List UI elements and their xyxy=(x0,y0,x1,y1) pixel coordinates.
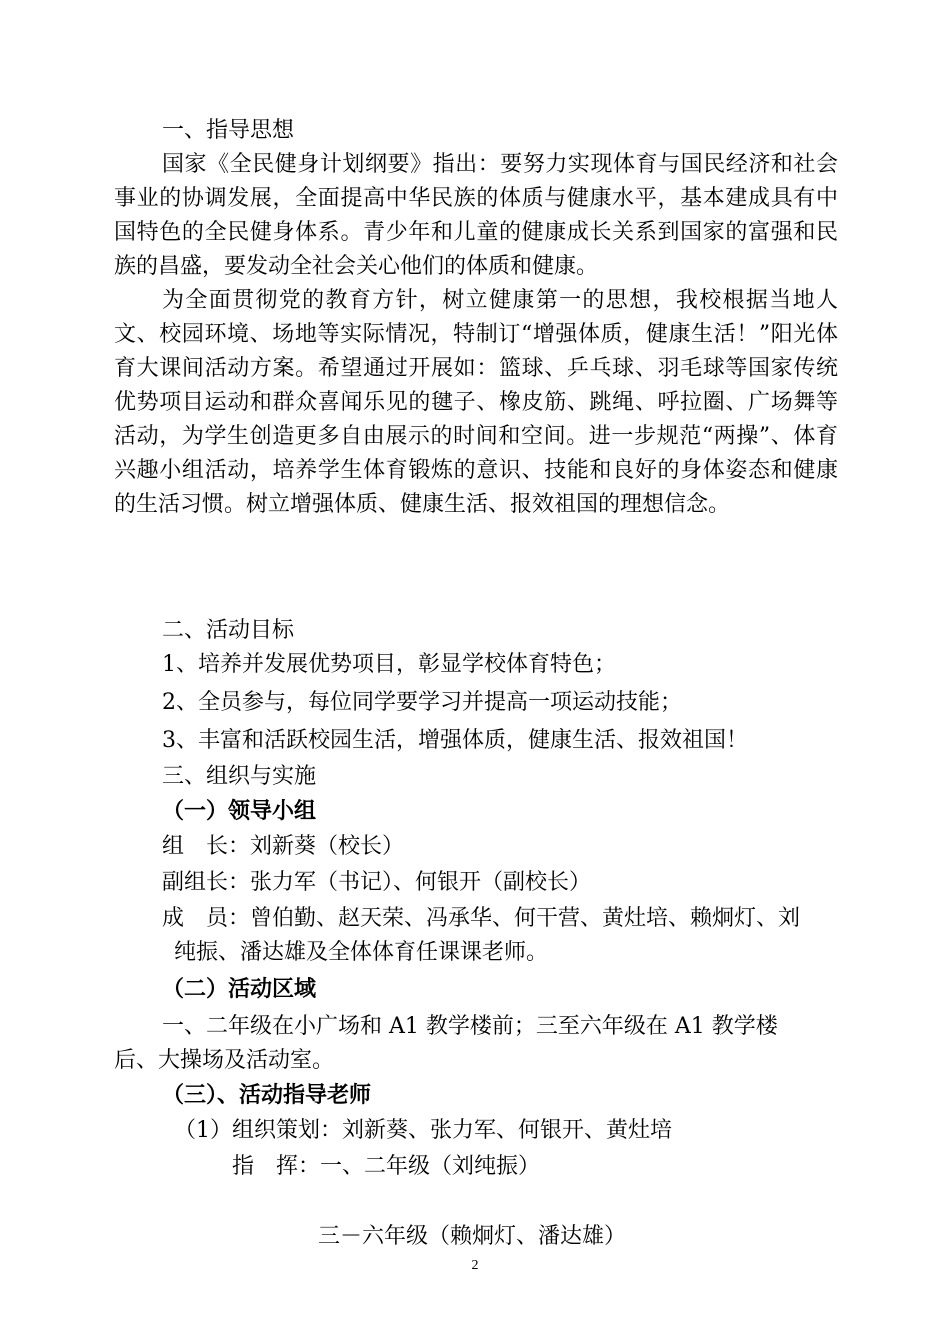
deputy-leader-line: 副组长：张力军（书记）、何银开（副校长） xyxy=(162,870,592,895)
area-line-2: 后、大操场及活动室。 xyxy=(114,1048,335,1073)
paragraph-school-plan: 为全面贯彻党的教育方针，树立健康第一的思想，我校根据当地人文、校园环境、场地等实际情况，特制订“增强体质，健康生活！”阳光体育大课间活动方案。希望通过开展如：篮球、乒乓球、羽毛球等国家传统优势项目运动和群众喜闻乐见的毽子、橡皮筋、跳绳、呼拉圈、广场舞等活动，为学生创造更多自由展示的时间和空间。进一步规范“两操”、体育兴趣小组活动，培养学生体育锻炼的意识、技能和良好的身体姿态和健康的生活习惯。树立增强体质、健康生活、报效祖国的理想信念。 xyxy=(114,288,838,517)
goal-item-3: 3、丰富和活跃校园生活，增强体质，健康生活、报效祖国！ xyxy=(162,728,748,753)
paragraph-national-plan: 国家《全民健身计划纲要》指出：要努力实现体育与国民经济和社会事业的协调发展，全面提高中华民族的体质与健康水平，基本建成具有中国特色的全民健身体系。青少年和儿童的健康成长关系到国家的富强和民族的昌盛，要发动全社会关心他们的体质和健康。 xyxy=(114,152,838,279)
subheading-leadership-group: （一）领导小组 xyxy=(162,798,317,824)
subheading-activity-area: （二）活动区域 xyxy=(162,976,317,1002)
members-line-1: 成 员：曾伯勤、赵天荣、冯承华、何干营、黄灶培、赖炯灯、刘 xyxy=(162,906,801,931)
leader-line: 组 长：刘新葵（校长） xyxy=(162,834,405,859)
command-line-2: 三－六年级（赖炯灯、潘达雄） xyxy=(318,1224,627,1249)
page-number: 2 xyxy=(471,1258,479,1273)
goal-item-2: 2、全员参与，每位同学要学习并提高一项运动技能； xyxy=(162,690,682,715)
section-heading-organization: 三、组织与实施 xyxy=(162,764,317,789)
section-heading-goals: 二、活动目标 xyxy=(162,618,295,643)
members-line-2: 纯振、潘达雄及全体体育任课课老师。 xyxy=(174,940,549,965)
area-line-1: 一、二年级在小广场和 A1 教学楼前；三至六年级在 A1 教学楼 xyxy=(162,1014,778,1039)
planning-line: （1）组织策划：刘新葵、张力军、何银开、黄灶培 xyxy=(174,1118,672,1143)
goal-item-1: 1、培养并发展优势项目，彰显学校体育特色； xyxy=(162,652,616,677)
command-line-1: 指 挥：一、二年级（刘纯振） xyxy=(232,1154,541,1179)
section1-body xyxy=(114,148,838,522)
section-heading-guiding-ideology: 一、指导思想 xyxy=(162,118,295,143)
subheading-instructors: （三）、活动指导老师 xyxy=(162,1082,372,1108)
